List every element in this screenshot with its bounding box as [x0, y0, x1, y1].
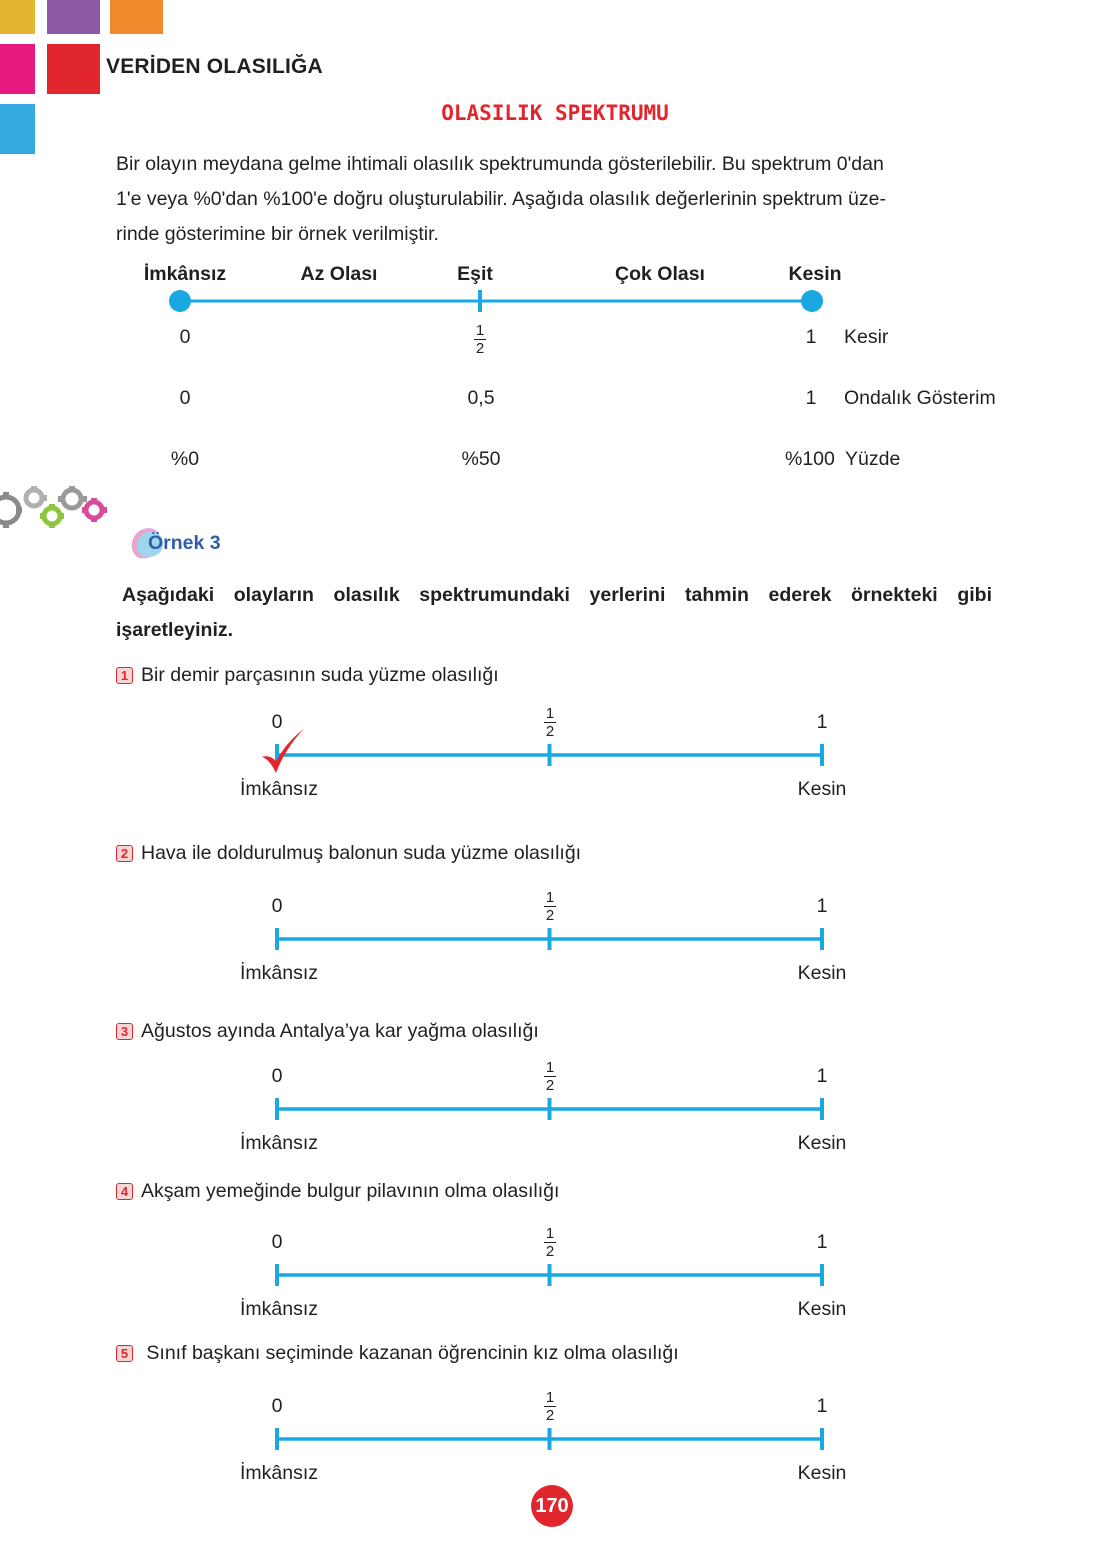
question-4 [116, 1180, 559, 1203]
spectrum-start-dot [169, 290, 191, 312]
number-line-zero: 0 [271, 711, 283, 733]
number-line-right-word: Kesin [797, 1132, 847, 1154]
probability-spectrum-line [160, 285, 840, 317]
question-text: Akşam yemeğinde bulgur pilavının olma olasılığı [141, 1180, 560, 1202]
number-line-left-word: İmkânsız [239, 1462, 319, 1484]
corner-tile-purple [47, 0, 100, 34]
number-line-zero: 0 [271, 1395, 283, 1417]
question-number-badge: 5 [116, 1345, 133, 1362]
section-title: OLASILIK SPEKTRUMU [441, 101, 669, 125]
number-line-one: 1 [816, 895, 828, 917]
checkmark-icon [258, 727, 308, 777]
percent-zero: %0 [170, 448, 200, 470]
number-line-left-word: İmkânsız [239, 1298, 319, 1320]
number-line-one: 1 [816, 711, 828, 733]
number-line-right-word: Kesin [797, 1462, 847, 1484]
number-line [273, 1425, 826, 1453]
intro-line: 1'e veya %0'dan %100'e doğru oluşturulabilir. Aşağıda olasılık değerlerinin spektrum üze- [116, 188, 886, 210]
fraction-zero: 0 [179, 326, 191, 348]
question-text: Hava ile doldurulmuş balonun suda yüzme olasılığı [141, 842, 582, 864]
percent-half: %50 [461, 448, 501, 470]
question-number-badge: 1 [116, 667, 133, 684]
number-line [273, 1095, 826, 1123]
corner-tile-yellow [0, 0, 35, 34]
number-line-one: 1 [816, 1231, 828, 1253]
fraction-denominator: 2 [545, 1407, 555, 1424]
intro-paragraph [116, 147, 996, 252]
number-line [273, 925, 826, 953]
fraction-numerator: 1 [545, 1225, 555, 1242]
fraction-numerator: 1 [545, 1059, 555, 1076]
row-name-decimal: Ondalık Gösterim [844, 387, 996, 409]
number-line-right-word: Kesin [797, 778, 847, 800]
decimal-half: 0,5 [467, 387, 495, 409]
fraction-denominator: 2 [545, 723, 555, 740]
decimal-one: 1 [805, 387, 817, 409]
question-3 [116, 1020, 539, 1043]
fraction-denominator: 2 [545, 1077, 555, 1094]
fraction-numerator: 1 [475, 322, 485, 339]
number-line-left-word: İmkânsız [239, 962, 319, 984]
row-name-fraction: Kesir [844, 326, 889, 348]
fraction-denominator: 2 [545, 1243, 555, 1260]
percent-hundred: %100 [785, 448, 835, 470]
number-line-zero: 0 [271, 1231, 283, 1253]
number-line-right-word: Kesin [797, 1298, 847, 1320]
intro-line: rinde gösterimine bir örnek verilmiştir. [116, 223, 439, 245]
spectrum-label-even: Eşit [457, 263, 493, 285]
number-line-zero: 0 [271, 1065, 283, 1087]
task-instruction [116, 578, 992, 648]
fraction-denominator: 2 [545, 907, 555, 924]
number-line-left-word: İmkânsız [239, 1132, 319, 1154]
question-2 [116, 842, 581, 865]
question-text: Bir demir parçasının suda yüzme olasılığı [141, 664, 499, 686]
page-number: 170 [531, 1485, 573, 1527]
fraction-half [474, 323, 486, 356]
fraction-numerator: 1 [545, 1389, 555, 1406]
corner-tile-orange [110, 0, 163, 34]
fraction-numerator: 1 [545, 889, 555, 906]
number-line-left-word: İmkânsız [239, 778, 319, 800]
row-name-percent: Yüzde [845, 448, 901, 470]
number-line-half [544, 890, 556, 923]
spectrum-label-unlikely: Az Olası [300, 263, 378, 285]
number-line-one: 1 [816, 1065, 828, 1087]
number-line-half [544, 706, 556, 739]
fraction-numerator: 1 [545, 705, 555, 722]
spectrum-end-dot [801, 290, 823, 312]
intro-line: Bir olayın meydana gelme ihtimali olasılık spektrumunda gösterilebilir. Bu spektrum 0'dan [116, 153, 884, 175]
question-number-badge: 2 [116, 845, 133, 862]
fraction-denominator: 2 [475, 340, 485, 357]
spectrum-label-certain: Kesin [788, 263, 842, 285]
spectrum-label-impossible: İmkânsız [143, 263, 227, 285]
corner-tile-red [47, 44, 100, 94]
gears-icon [0, 486, 112, 534]
question-5 [116, 1342, 679, 1365]
number-line-right-word: Kesin [797, 962, 847, 984]
chapter-title: VERİDEN OLASILIĞA [106, 55, 323, 78]
number-line [273, 1261, 826, 1289]
number-line-half [544, 1060, 556, 1093]
number-line-one: 1 [816, 1395, 828, 1417]
question-number-badge: 4 [116, 1183, 133, 1200]
question-number-badge: 3 [116, 1023, 133, 1040]
spectrum-label-likely: Çok Olası [615, 263, 705, 285]
corner-tile-magenta [0, 44, 35, 94]
question-text: Ağustos ayında Antalya’ya kar yağma olasılığı [141, 1020, 539, 1042]
task-line: işaretleyiniz. [116, 619, 234, 641]
question-text: Sınıf başkanı seçiminde kazanan öğrencinin kız olma olasılığı [141, 1342, 679, 1364]
number-line [273, 741, 826, 769]
decimal-zero: 0 [179, 387, 191, 409]
number-line-half [544, 1390, 556, 1423]
example-label: Örnek 3 [148, 532, 221, 554]
question-1 [116, 664, 499, 687]
task-line: Aşağıdaki olayların olasılık spektrumundaki yerlerini tahmin ederek örnekteki gibi [122, 584, 992, 606]
number-line-zero: 0 [271, 895, 283, 917]
fraction-one: 1 [805, 326, 817, 348]
number-line-half [544, 1226, 556, 1259]
